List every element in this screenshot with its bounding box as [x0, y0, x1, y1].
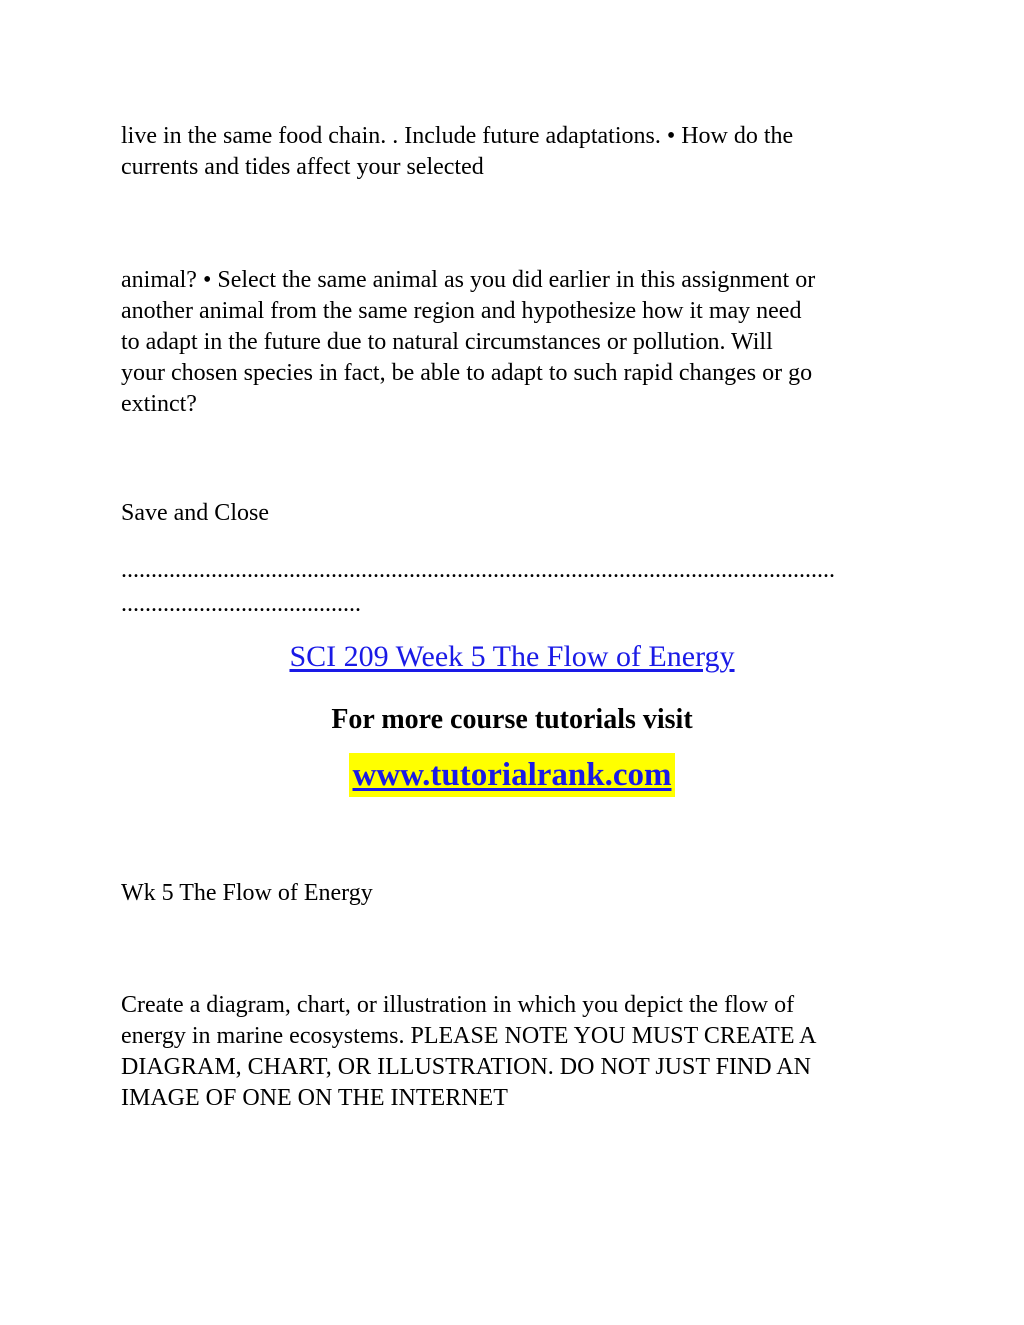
paragraph-food-chain: [121, 121, 906, 183]
promo-row: [0, 701, 1024, 743]
separator-line: ........................................: [121, 591, 361, 617]
course-title-link[interactable]: SCI 209 Week 5 The Flow of Energy: [289, 640, 735, 673]
course-title-row: [0, 637, 1024, 682]
text-line: energy in marine ecosystems. PLEASE NOTE YOU MUST CREATE A: [121, 1023, 817, 1049]
text-line: DIAGRAM, CHART, OR ILLUSTRATION. DO NOT JUST FIND AN: [121, 1054, 811, 1080]
text-line: extinct?: [121, 391, 197, 417]
text-line: to adapt in the future due to natural circumstances or pollution. Will: [121, 329, 773, 355]
promo-heading: For more course tutorials visit: [331, 704, 693, 735]
text-line: Create a diagram, chart, or illustration in which you depict the flow of: [121, 992, 795, 1018]
text-line: Save and Close: [121, 500, 269, 526]
tutorial-site-link[interactable]: www.tutorialrank.com: [349, 753, 676, 797]
site-link-row: [0, 753, 1024, 797]
text-line: another animal from the same region and hypothesize how it may need: [121, 298, 802, 324]
text-line: Wk 5 The Flow of Energy: [121, 880, 373, 906]
paragraph-instructions: [121, 990, 906, 1114]
text-line: currents and tides affect your selected: [121, 154, 484, 180]
save-and-close-text: [121, 498, 906, 529]
text-line: your chosen species in fact, be able to adapt to such rapid changes or go: [121, 360, 813, 386]
text-line: IMAGE OF ONE ON THE INTERNET: [121, 1085, 508, 1111]
paragraph-adaptation: [121, 265, 906, 420]
text-line: live in the same food chain. . Include future adaptations. • How do the: [121, 123, 794, 149]
section-heading: [121, 878, 906, 909]
dotted-separator: [121, 553, 835, 621]
text-line: animal? • Select the same animal as you did earlier in this assignment or: [121, 267, 816, 293]
separator-line: .......................................................................................................................: [121, 557, 835, 583]
